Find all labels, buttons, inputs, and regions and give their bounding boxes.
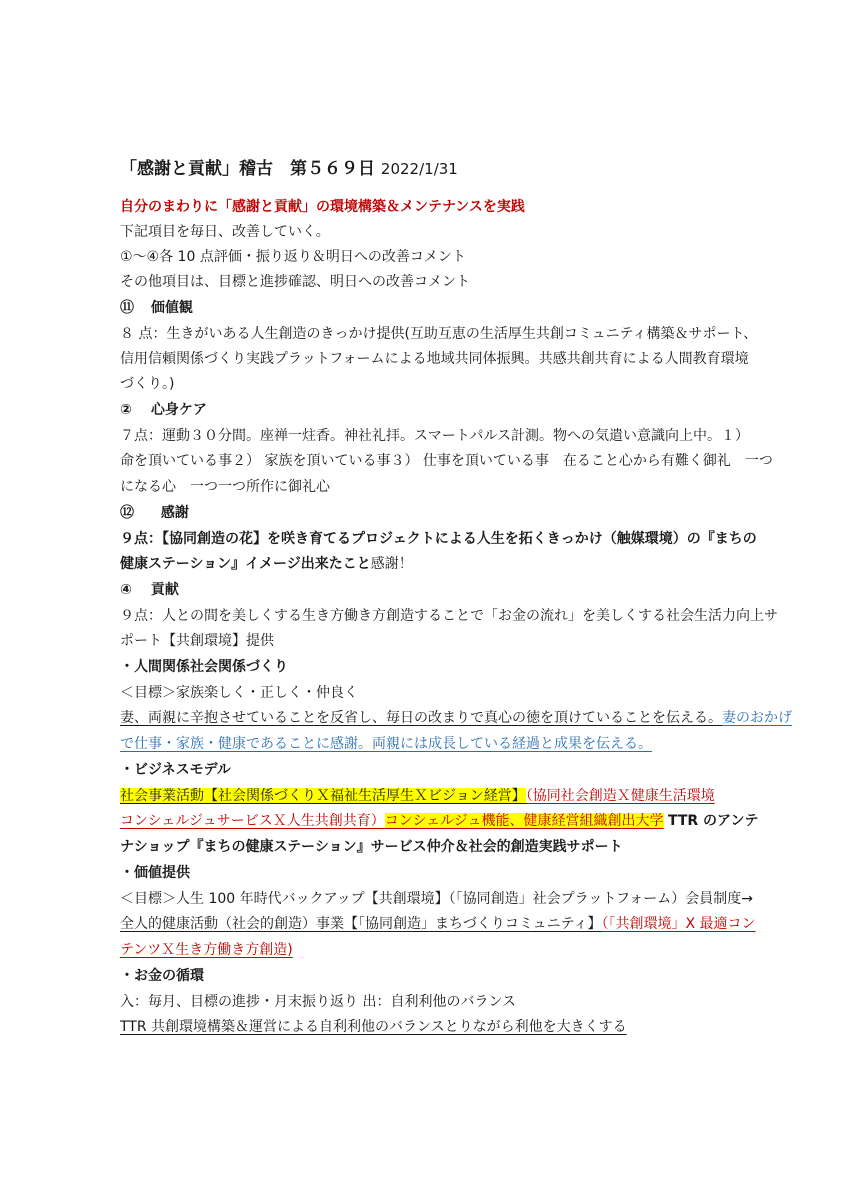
section-gratitude-heading (120, 502, 189, 526)
relationships-goal: ＜目標＞家族楽しく・正しく・仲良く (120, 685, 358, 701)
relationships-line-2: で仕事・家族・健康であることに感謝。両親には成長している経過と成果を伝える。 (120, 736, 652, 752)
value-text-a: 全人的健康活動（社会的創造）事業【「協同創造」まちづくりコミュニティ】 (120, 916, 602, 932)
section-number: ④ (120, 582, 132, 598)
section-title: 貢献 (150, 582, 179, 598)
section-title: 心身ケア (150, 402, 207, 418)
section-contribution-heading (120, 579, 179, 603)
section-values-line-2: 信用信頼関係づくり実践プラットフォームによる地域共同体振興。共感共創共育による人間教育環境 (120, 351, 749, 367)
section-number: ⑫ (120, 505, 134, 521)
business-highlight-1: 社会事業活動【社会関係づくりＸ福祉生活厚生Ｘビジョン経営】 (120, 788, 526, 804)
section-gratitude-line-1: ９点：【協同創造の花】を咲き育てるプロジェクトによる人生を拓くきっかけ（触媒環境）の『まちの (120, 531, 757, 547)
value-heading: ・価値提供 (120, 865, 190, 881)
gratitude-thanks: 感謝！ (370, 556, 413, 572)
value-text-b: （「共創環境」X 最適コン (601, 916, 756, 932)
business-red-2: コンシェルジュサービスＸ人生共創共育） (120, 813, 385, 829)
section-gratitude-line-2 (120, 553, 413, 577)
section-values-line-1: ８ 点：生きがいある人生創造のきっかけ提供(互助互恵の生活厚生共創コミュニティ構築＆サポート、 (120, 326, 758, 342)
value-line-2 (120, 913, 756, 937)
section-contribution-line-2: ポート【共創環境】提供 (120, 633, 274, 649)
business-model-heading: ・ビジネスモデル (120, 762, 231, 778)
gratitude-text: 健康ステーション』イメージ出来たこと (120, 556, 371, 572)
intro-line-3: その他項目は、目標と進捗確認、明日への改善コメント (120, 274, 470, 290)
value-line-3: テンツＸ生き方働き方創造) (120, 942, 293, 958)
relationships-line-1 (120, 707, 792, 731)
section-care-line-2: 命を頂いている事２） 家族を頂いている事３） 仕事を頂いている事 在ること心から有難く御礼 一つ (120, 453, 773, 469)
relationships-heading: ・人間関係社会関係づくり (120, 659, 288, 675)
section-care-line-3: になる心 一つ一つ所作に御礼心 (120, 479, 330, 495)
relationships-text-a: 妻、両親に辛抱させていることを反省し、毎日の改まりで真心の徳を頂けていることを伝える。 (120, 710, 722, 726)
title-main: 「感謝と貢献」稽古 第５６９日 (120, 159, 375, 179)
section-values-line-3: づくり。) (120, 376, 175, 392)
money-heading: ・お金の循環 (120, 968, 204, 984)
business-model-line-2 (120, 810, 758, 834)
title-date: 2022/1/31 (380, 160, 458, 178)
relationships-text-b: 妻のおかげ (722, 710, 792, 726)
section-care-heading (120, 399, 207, 423)
heading: 自分のまわりに「感謝と貢献」の環境構築＆メンテナンスを実践 (120, 199, 525, 215)
section-title: 感謝 (160, 505, 189, 521)
money-line-1: 入：毎月、目標の進捗・月末振り返り 出：自利利他のバランス (120, 994, 517, 1010)
business-red-1: （協同社会創造Ｘ健康生活環境 (525, 788, 715, 804)
business-model-line-1 (120, 785, 715, 809)
business-highlight-2: コンシェルジュ機能、健康経営組織創出大学 (384, 813, 664, 829)
section-care-line-1: ７点：運動３０分間。座禅一炷香。神社礼拝。スマートパルス計測。物への気遣い意識向上中。１） (120, 428, 750, 444)
section-values-heading (120, 297, 193, 321)
value-goal: ＜目標＞人生 100 年時代バックアップ【共創環境】（「協同創造」社会プラットフォーム）会員制度→ (120, 891, 753, 907)
section-contribution-line-1: ９点：人との間を美しくする生き方働き方創造することで「お金の流れ」を美しくする社会生活力向上サ (120, 608, 778, 624)
page-title (120, 158, 458, 182)
intro-line-1: 下記項目を毎日、改善していく。 (120, 224, 330, 240)
intro-line-2: ①～④各 10 点評価・振り返り＆明日への改善コメント (120, 249, 466, 265)
section-number: ⑪ (120, 300, 134, 316)
business-model-line-3: ナショップ『まちの健康ステーション』サービス仲介＆社会的創造実践サポート (120, 839, 623, 855)
business-ttr: TTR のアンテ (667, 813, 759, 829)
section-number: ② (120, 402, 132, 418)
money-line-2: TTR 共創環境構築＆運営による自利利他のバランスとりながら利他を大きくする (120, 1019, 627, 1035)
section-title: 価値観 (150, 300, 193, 316)
